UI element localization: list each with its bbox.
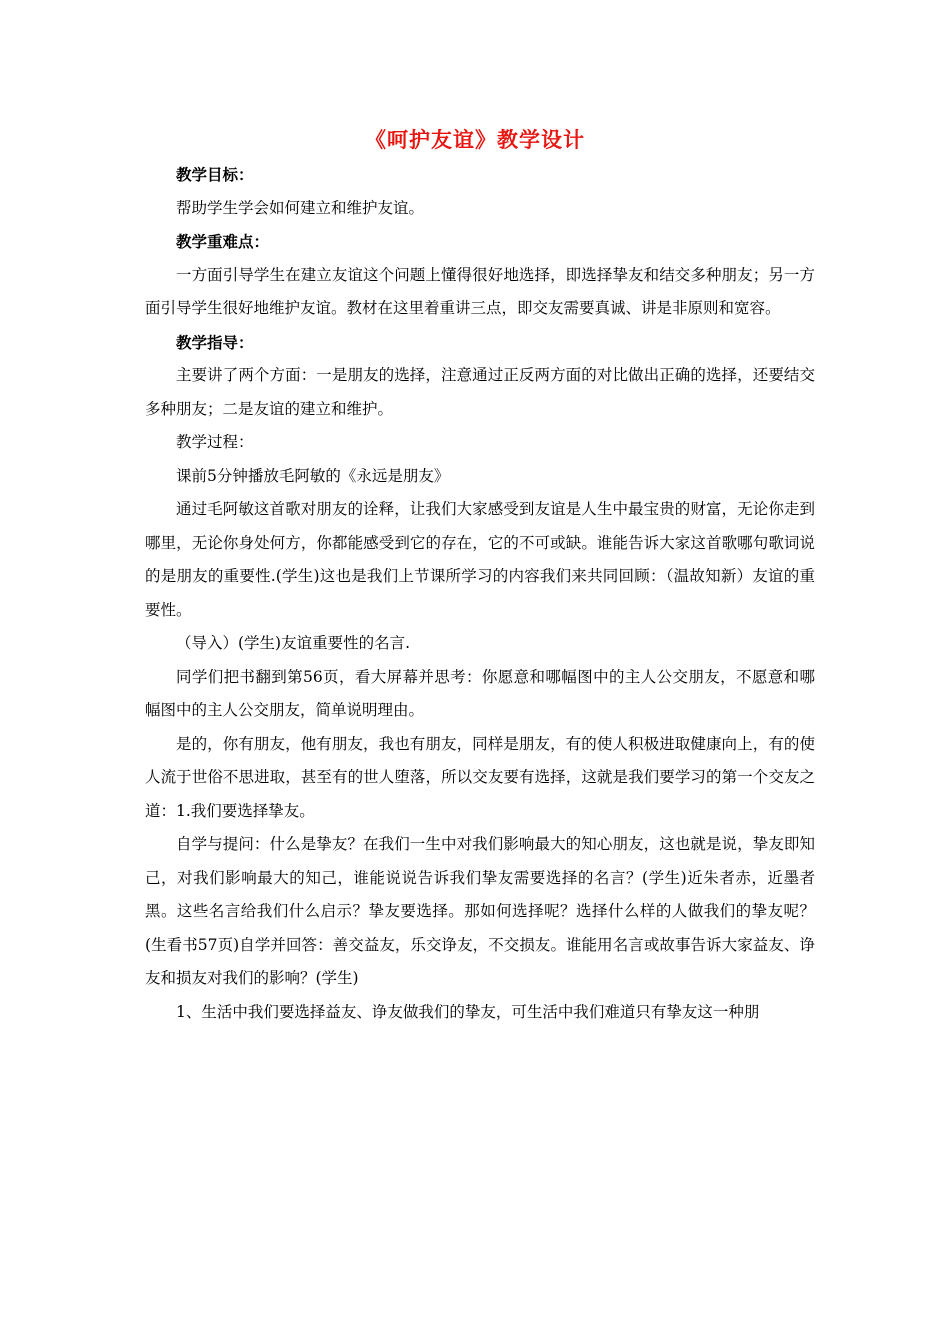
- section-heading-objectives: 教学目标：: [176, 165, 254, 184]
- section-heading-process: 教学过程：: [176, 433, 254, 451]
- document-title: 《呵护友谊》教学设计: [365, 127, 585, 152]
- paragraph-self-study: 自学与提问：什么是挚友？在我们一生中对我们影响最大的知心朋友，这也就是说，挚友即知己，对我们影响最大的知己，谁能说说告诉我们挚友需要选择的名言？(学生)近朱者赤，近墨者黑。这些名言给我们什么启示？挚友要选择。那如何选择呢？选择什么样的人做我们的挚友呢？(生看书57页)自学并回答：善交益友，乐交诤友，不交损友。谁能用名言或故事告诉大家益友、诤友和损友对我们的影响？(学生): [145, 835, 815, 987]
- section-heading-guidance: 教学指导：: [176, 332, 254, 352]
- paragraph-textbook: 同学们把书翻到第56页，看大屏幕并思考：你愿意和哪幅图中的主人公交朋友，不愿意和哪幅图中的主人公交朋友，简单说明理由。: [145, 667, 815, 719]
- paragraph-choose-friends: 是的，你有朋友，他有朋友，我也有朋友，同样是朋友，有的使人积极进取健康向上，有的使人流于世俗不思进取，甚至有的世人堕落，所以交友要有选择，这就是我们要学习的第一个交友之道：1.我们要选择挚友。: [145, 734, 815, 820]
- document-body: [145, 158, 815, 1029]
- paragraph-objectives: 帮助学生学会如何建立和维护友谊。: [176, 198, 425, 217]
- section-heading-key-points: 教学重难点：: [176, 232, 270, 251]
- paragraph-key-points: 一方面引导学生在建立友谊这个问题上懂得很好地选择，即选择挚友和结交多种朋友；另一方面引导学生很好地维护友谊。教材在这里着重讲三点，即交友需要真诚、讲是非原则和宽容。: [145, 265, 815, 317]
- paragraph-song: 通过毛阿敏这首歌对朋友的诠释，让我们大家感受到友谊是人生中最宝贵的财富，无论你走到哪里，无论你身处何方，你都能感受到它的存在，它的不可或缺。谁能告诉大家这首歌哪句歌词说的是朋友的重要性.(学生)这也是我们上节课所学习的内容我们来共同回顾：（温故知新）友谊的重要性。: [145, 500, 815, 619]
- paragraph-guidance: 主要讲了两个方面：一是朋友的选择，注意通过正反两方面的对比做出正确的选择，还要结交多种朋友；二是友谊的建立和维护。: [145, 366, 815, 418]
- paragraph-pre-class: 课前5分钟播放毛阿敏的《永远是朋友》: [176, 466, 450, 485]
- paragraph-intro: （导入）(学生)友谊重要性的名言.: [176, 634, 411, 652]
- paragraph-point-one: 1、生活中我们要选择益友、诤友做我们的挚友，可生活中我们难道只有挚友这一种朋: [176, 1002, 760, 1021]
